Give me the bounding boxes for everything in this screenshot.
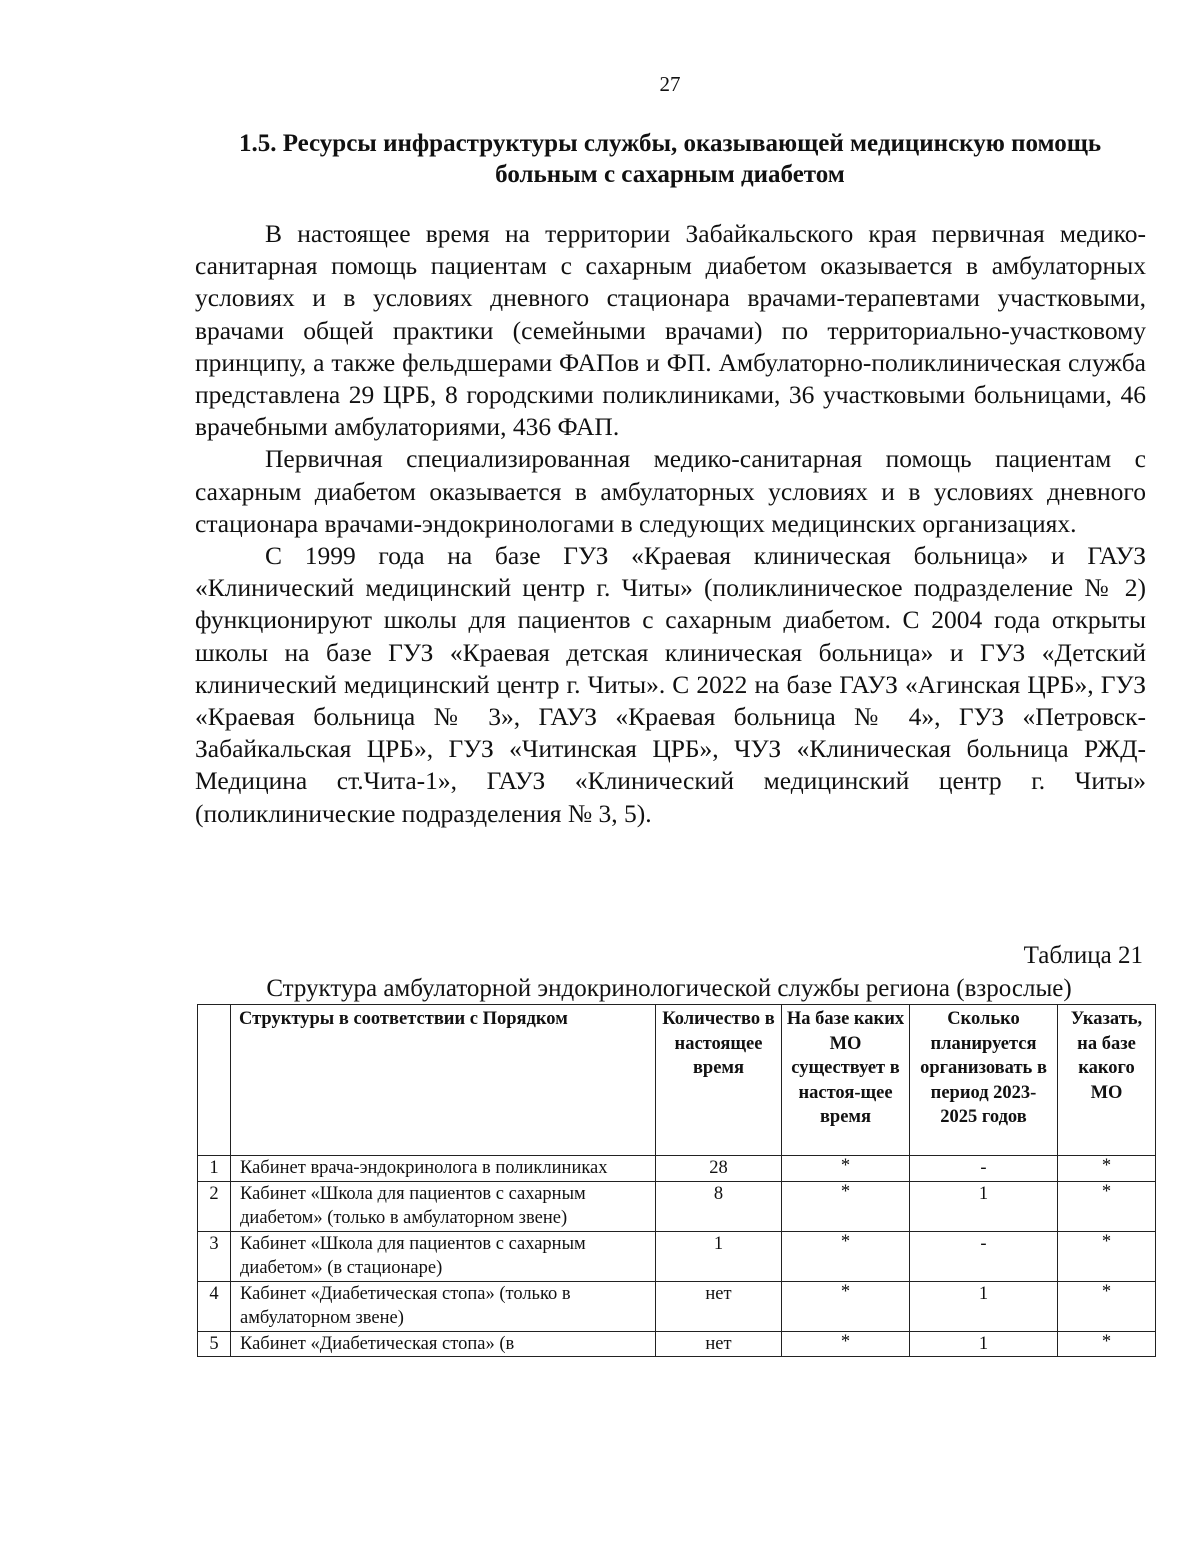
row-which-mo: * <box>1058 1331 1156 1357</box>
row-which-mo: * <box>1058 1181 1156 1231</box>
row-planned: 1 <box>910 1281 1058 1331</box>
header-structure: Структуры в соответствии с Порядком <box>231 1005 656 1156</box>
header-which-mo: Указать, на базе какого МО <box>1058 1005 1156 1156</box>
paragraph-diabetes-schools: С 1999 года на базе ГУЗ «Краевая клиническая больница» и ГАУЗ «Клинический медицинский центр г. Читы» (поликлиническое подразделение № 2) функционируют школы для пациентов с сахарным диабетом. С 2004 года открыты школы на базе ГУЗ «Краевая детская клиническая больница» и ГУЗ «Детский клинический медицинский центр г. Читы». С 2022 на базе ГАУЗ «Агинская ЦРБ», ГУЗ «Краевая больница № 3», ГАУЗ «Краевая больница № 4», ГУЗ «Петровск-Забайкальская ЦРБ», ГУЗ «Читинская ЦРБ», ЧУЗ «Клиническая больница РЖД-Медицина ст.Чита-1», ГАУЗ «Клинический медицинский центр г. Читы» (поликлинические подразделения № 3, 5). <box>195 541 1146 828</box>
table-row <box>198 1181 1156 1231</box>
table-header-row <box>198 1005 1156 1156</box>
body-text <box>195 218 1146 830</box>
table-row <box>198 1156 1156 1182</box>
row-count: 28 <box>656 1156 782 1182</box>
row-count: нет <box>656 1281 782 1331</box>
row-count: 1 <box>656 1231 782 1281</box>
table-row <box>198 1281 1156 1331</box>
row-count: нет <box>656 1331 782 1357</box>
table-row <box>198 1231 1156 1281</box>
row-existing-mo: * <box>782 1281 910 1331</box>
row-number: 3 <box>198 1231 231 1281</box>
row-number: 5 <box>198 1331 231 1357</box>
page-number: 27 <box>659 72 681 96</box>
row-structure: Кабинет «Диабетическая стопа» (в <box>231 1331 656 1357</box>
endocrinology-structure-table <box>197 1004 1156 1357</box>
row-planned: 1 <box>910 1181 1058 1231</box>
row-planned: - <box>910 1231 1058 1281</box>
table-number-label: Таблица 21 <box>1023 942 1143 969</box>
paragraph-primary-care: В настоящее время на территории Забайкальского края первичная медико-санитарная помощь пациентам с сахарным диабетом оказывается в амбулаторных условиях и в условиях дневного стационара врачами-терапевтами участковыми, врачами общей практики (семейными врачами) по территориально-участковому принципу, а также фельдшерами ФАПов и ФП. Амбулаторно-поликлиническая служба представлена 29 ЦРБ, 8 городскими поликлиниками, 36 участковыми больницами, 46 врачебными амбулаториями, 436 ФАП. <box>195 219 1146 442</box>
row-structure: Кабинет врача-эндокринолога в поликлиниках <box>231 1156 656 1182</box>
row-existing-mo: * <box>782 1231 910 1281</box>
row-number: 1 <box>198 1156 231 1182</box>
section-title: 1.5. Ресурсы инфраструктуры службы, оказывающей медицинскую помощь больным с сахарным диабетом <box>238 130 1102 188</box>
row-which-mo: * <box>1058 1281 1156 1331</box>
table-caption: Структура амбулаторной эндокринологической службы региона (взрослые) <box>266 975 1072 1002</box>
row-which-mo: * <box>1058 1231 1156 1281</box>
header-count: Количество в настоящее время <box>656 1005 782 1156</box>
paragraph-specialized-care: Первичная специализированная медико-санитарная помощь пациентам с сахарным диабетом оказывается в амбулаторных условиях и в условиях дневного стационара врачами-эндокринологами в следующих медицинских организациях. <box>195 444 1146 538</box>
row-structure: Кабинет «Диабетическая стопа» (только в амбулаторном звене) <box>231 1281 656 1331</box>
table-row <box>198 1331 1156 1357</box>
row-existing-mo: * <box>782 1181 910 1231</box>
header-planned: Сколько планируется организовать в период 2023-2025 годов <box>910 1005 1058 1156</box>
row-planned: 1 <box>910 1331 1058 1357</box>
row-number: 2 <box>198 1181 231 1231</box>
row-structure: Кабинет «Школа для пациентов с сахарным диабетом» (только в амбулаторном звене) <box>231 1181 656 1231</box>
row-existing-mo: * <box>782 1156 910 1182</box>
row-which-mo: * <box>1058 1156 1156 1182</box>
header-num <box>198 1005 231 1156</box>
row-planned: - <box>910 1156 1058 1182</box>
row-count: 8 <box>656 1181 782 1231</box>
header-existing-mo: На базе каких МО существует в настоя-щее время <box>782 1005 910 1156</box>
row-existing-mo: * <box>782 1331 910 1357</box>
row-number: 4 <box>198 1281 231 1331</box>
row-structure: Кабинет «Школа для пациентов с сахарным диабетом» (в стационаре) <box>231 1231 656 1281</box>
